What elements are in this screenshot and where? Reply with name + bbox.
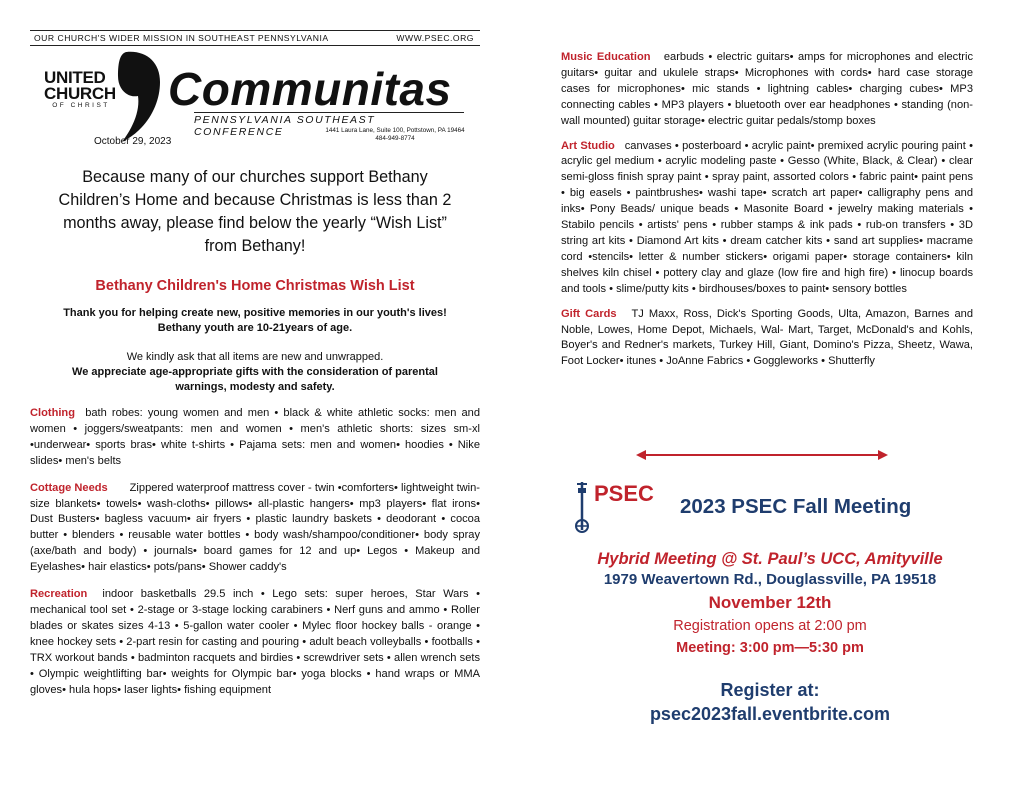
art-label: Art Studio	[561, 139, 615, 152]
event-date: November 12th	[708, 593, 832, 612]
event-address: 1979 Weavertown Rd., Douglassville, PA 19518	[603, 571, 937, 588]
ask-line-1: We kindly ask that all items are new and unwrapped.	[126, 351, 384, 363]
clothing-text: bath robes: young women and men • black & white athletic socks: men and women • joggers/sweatpants: men and women • men's athletic shorts: sizes sm-xl •underwear• sports bras• white t-shirts • Pajama sets: men and women• hoodies • Nike slides• men's belts	[30, 407, 480, 467]
conference-address	[320, 127, 470, 143]
clothing-label: Clothing	[30, 407, 75, 419]
music-label: Music Education	[561, 51, 651, 63]
website-link[interactable]: WWW.PSEC.ORG	[396, 33, 474, 43]
ucc-line-1: UNITED	[44, 68, 106, 87]
art-section	[561, 139, 973, 298]
ucc-line-3: OF CHRIST	[52, 102, 110, 109]
music-section	[561, 50, 973, 130]
conference-name: PENNSYLVANIA SOUTHEAST CONFERENCE	[194, 112, 464, 138]
clothing-section	[30, 406, 480, 470]
cottage-label: Cottage Needs	[30, 481, 108, 494]
ucc-line-2: CHURCH	[44, 84, 116, 103]
wish-list-title: Bethany Children's Home Christmas Wish List	[95, 278, 415, 294]
event-details	[560, 548, 980, 726]
gift-text: TJ Maxx, Ross, Dick's Sporting Goods, Ulta, Amazon, Barnes and Noble, Lowes, Home Depot, Michaels, Wal- Mart, Target, McDonald's and Kohls, Boyer's and Redner's markets, Turkey Hill, Giant, Domino's Pizza, Sheetz, Wawa, Foot Locker• itunes • JoAnne Fabrics • Goggleworks • Shutterfly	[561, 307, 973, 368]
address-line: 1441 Laura Lane, Suite 100, Pottstown, PA 19464	[325, 127, 465, 134]
art-text: canvases • posterboard • acrylic paint• premixed acrylic pouring paint • acrylic gel medium • acrylic modeling paste • Gesso (White, Black, & Clear) • clear semi-gloss finish spray paint • spray paint, assorted colors • fabric paint• paint pens • big easels • paintbrushes• washi tape• scratch art paper• calligraphy pens and inks• Pony Beads/ unique beads • Masonite Board • jewelry making materials • Stabilo pencils • artists' pens • rubber stamps & ink pads • rub-on transfers • 3D string art kits • Diamond Art kits • dream catcher kits • sand art supplies• macrame cord •stencils• letter & number stickers• origami paper• storage containers• kiln shelves kiln chisel • pottery clay and glaze (low fire and high fire) • linocup boards and tools • slime/putty kits • birdhouses/boxes to paint• sensory bottles	[561, 139, 973, 295]
register-url-link[interactable]: psec2023fall.eventbrite.com	[649, 704, 891, 724]
gift-label: Gift Cards	[561, 307, 617, 320]
intro-paragraph: Because many of our churches support Bethany Children’s Home and because Christmas is less than 2 months away, please find below the yearly “Wish List” from Bethany!	[58, 168, 452, 255]
thanks-line-2: Bethany youth are 10-21years of age.	[157, 322, 353, 334]
ucc-logo	[44, 70, 118, 110]
mission-line: OUR CHURCH'S WIDER MISSION IN SOUTHEAST PENNSYLVANIA	[34, 33, 329, 43]
request-note	[52, 350, 458, 395]
music-text: earbuds • electric guitars• amps for microphones and electric guitars• guitar and ukulele straps• Microphones with cords• hard case storage cases for microphones• mic stands • lightning cables• charging cubes• MP3 connecting cables • MP3 players • bluetooth over ear headphones • standing (non-wall mounted) guitar storage• electric guitar pedals/stomp boxes	[561, 51, 973, 127]
newsletter-title: Communitas	[168, 63, 452, 115]
thanks-note	[52, 306, 458, 336]
cottage-section	[30, 481, 480, 576]
psec-logo-text: PSEC	[594, 481, 654, 506]
gift-section	[561, 307, 973, 371]
masthead-topline	[30, 30, 480, 46]
phone-line: 484-949-8774	[375, 135, 415, 142]
event-venue: Hybrid Meeting @ St. Paul’s UCC, Amityville	[597, 550, 943, 568]
meeting-time: Meeting: 3:00 pm—5:30 pm	[676, 640, 864, 656]
issue-date: October 29, 2023	[94, 136, 172, 147]
recreation-text: indoor basketballs 29.5 inch • Lego sets: super heroes, Star Wars • mechanical tool set • 2-stage or 3-stage locking carabiners • Nerf guns and ammo • Roller blades or skates sizes 4-13 • 5-gallon water cooler • Mylec floor hockey balls - orange • knee hockey sets • 2-part resin for casting and pouring • adult beach volleyballs • footballs • TRX workout bands • badminton racquets and birdies • screwdriver sets • allen wrench sets • Olympic weightlifting bar• weights for Olympic bar• yoga blocks • hand wraps or MMA gloves• hula hops• laser lights• fishing equipment	[30, 588, 480, 696]
recreation-section	[30, 587, 480, 698]
masthead	[30, 46, 480, 154]
thanks-line-1: Thank you for helping create new, positive memories in our youth's lives!	[63, 307, 447, 319]
cottage-text: Zippered waterproof mattress cover - twin •comforters• lightweight twin-size blankets• towels• wash-cloths• pillows• all-plastic hangers• mp3 players• flat irons• Dust Busters• bagless vacuum• air fryers • plastic laundry baskets • deodorant • cocoa butter • blenders • reusable water bottles • body wash/shampoo/conditioner• body spray (axe/bath and body) • journals• board games for 12 and up• Legos • Makeup and Eyelashes• hair elastics• pots/pans• Shower caddy's	[30, 481, 480, 574]
double-arrow-divider-icon	[636, 448, 888, 462]
registration-time: Registration opens at 2:00 pm	[673, 618, 867, 634]
register-label: Register at:	[720, 680, 820, 700]
right-column	[561, 50, 973, 379]
fall-meeting-title: 2023 PSEC Fall Meeting	[680, 495, 912, 518]
ask-line-2: We appreciate age-appropriate gifts with the consideration of parental warnings, modesty and safety.	[72, 366, 438, 393]
left-column	[30, 30, 480, 698]
recreation-label: Recreation	[30, 588, 88, 601]
comma-logo-icon	[116, 48, 162, 144]
